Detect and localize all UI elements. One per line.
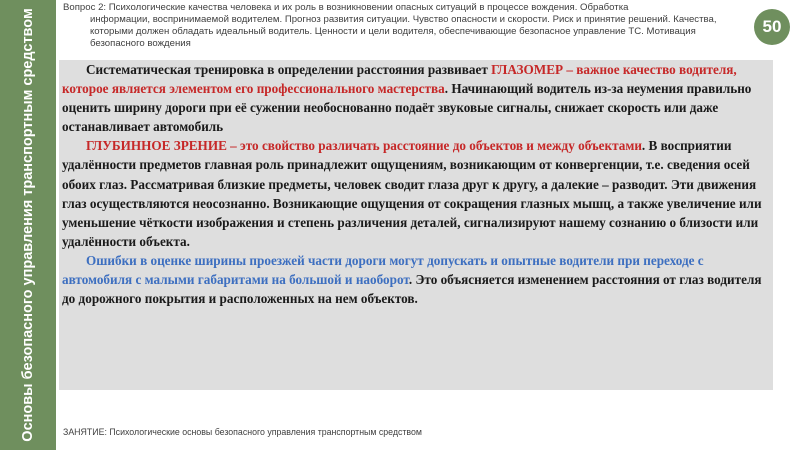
paragraph-text: . Это объясняется изменением расстояния от глаз водителя до дорожного покрытия и расположенных на нем объектов. [62,272,762,307]
sidebar-title: Основы безопасного управления транспортным средством [20,8,36,442]
term-glazomer: ГЛАЗОМЕР – важное качество водителя, которое является элементом его профессионального мастерства [62,62,737,97]
term-depth-vision: ГЛУБИННОЕ ЗРЕНИЕ – это свойство различать расстояние до объектов и между объектами [86,138,642,154]
footer-label: ЗАНЯТИЕ: [63,427,107,437]
term-width-errors: Ошибки в оценке ширины проезжей части дороги могут допускать и опытные водители при переходе с автомобиля с малыми габаритами на большой и наоборот [62,252,704,288]
sidebar [0,0,56,450]
paragraph-glazomer [62,60,770,136]
question-text: Психологические качества человека и их роль в возникновении опасных ситуаций в процессе вождения. Обработка [108,2,629,13]
paragraph-text: Систематическая тренировка в определении расстояния развивает [86,62,492,77]
paragraph-text: . Начинающий водитель из-за неумения правильно оценить ширину дороги при её сужении необоснованно подаёт звуковые сигналы, снижает скорость или даже останавливает автомобиль [62,81,752,135]
paragraph-text: . В восприятии удалённости предметов главная роль принадлежит ощущениям, возникающим от конвергенции, т.е. сведения осей обоих глаз. Рассматривая близкие предметы, человек сводит глаза друг к другу, а далекие – разводит. Эти движения глаз осуществляются неосознанно. Возникающие ощущения от сокращения глазных мышц, а также увеличение или уменьшение чёткости изображения и степень различения деталей, сигнализируют нашему сознанию о близости или удалённости объекта. [62,138,762,249]
lesson-footer [63,427,422,437]
content-panel [59,60,773,390]
footer-text: Психологические основы безопасного управления транспортным средством [109,427,422,437]
question-label: Вопрос 2: [63,2,107,13]
question-text-continued: информации, воспринимаемой водителем. Прогноз развития ситуации. Чувство опасности и скорости. Риск и принятие решений. Качества, которыми должен обладать идеальный водитель. Ценности и цели водителя, обеспечивающие безопасное управление ТС. Мотивация безопасного вождения [90,14,717,49]
slide-number-badge: 50 [754,9,790,45]
paragraph-depth-vision [62,136,770,251]
paragraph-width-errors [62,251,770,308]
question-header [63,2,753,50]
